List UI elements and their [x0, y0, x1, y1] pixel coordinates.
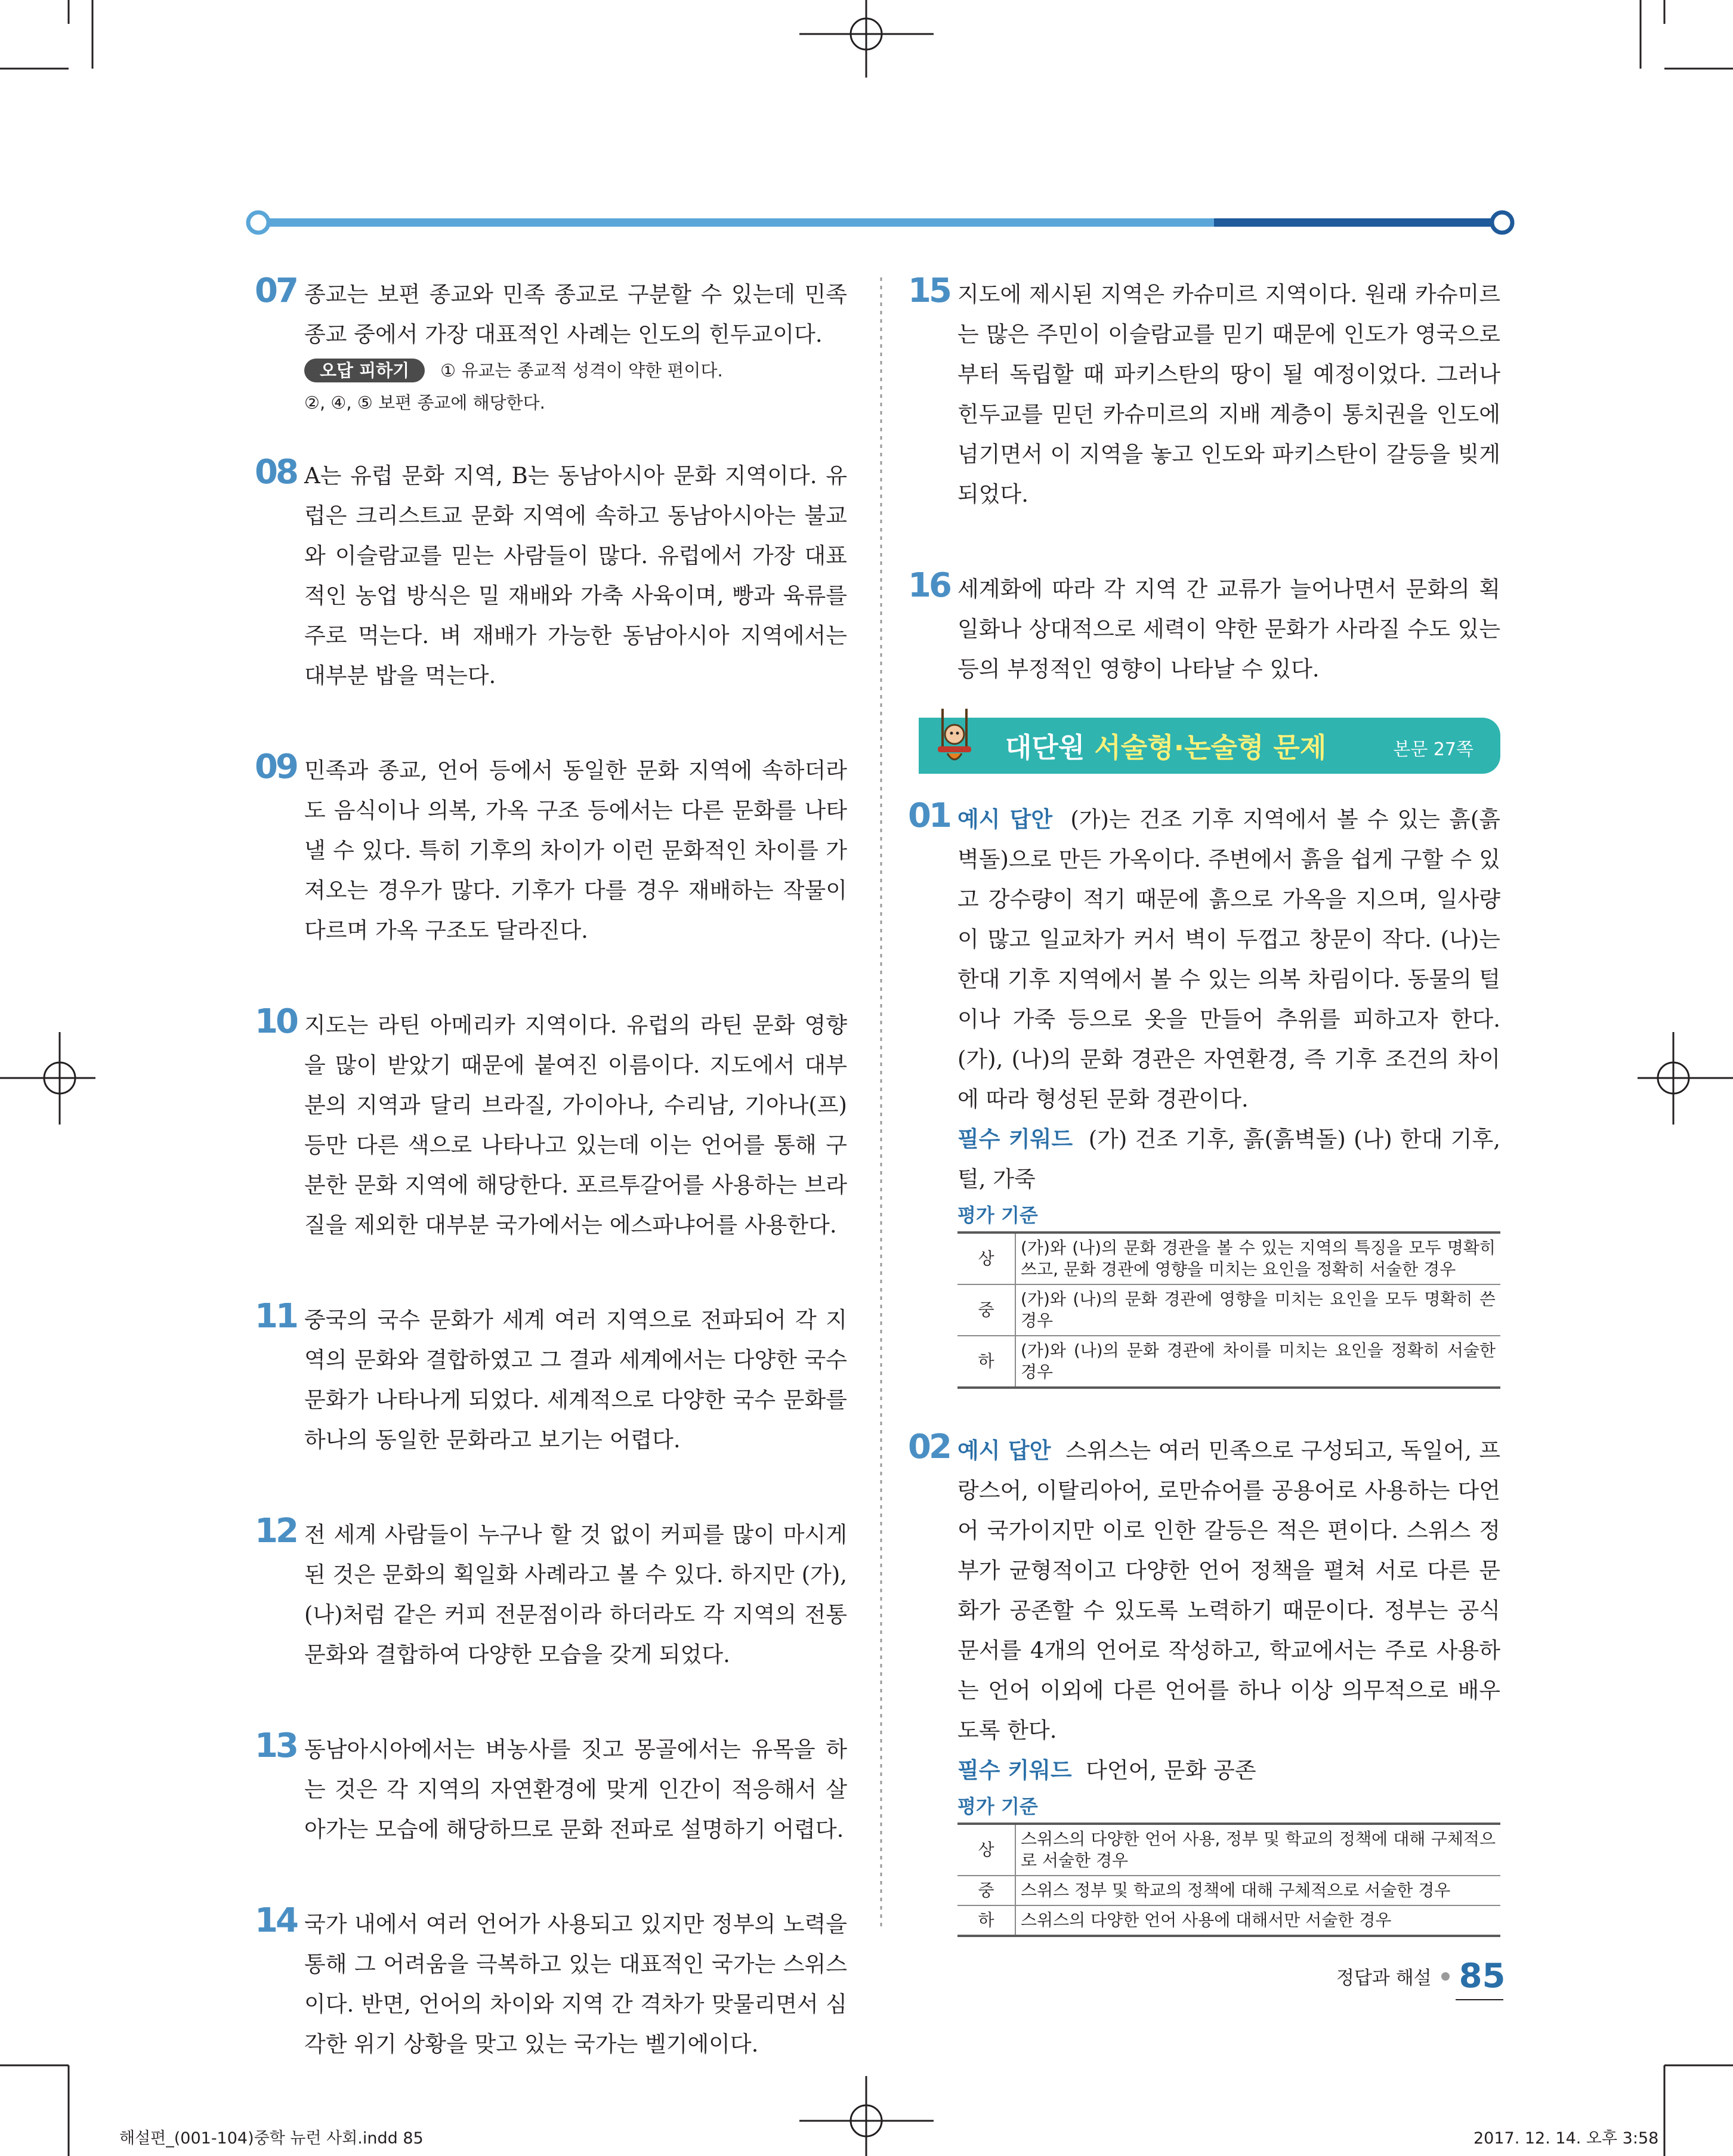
- question-number: 09: [255, 748, 296, 786]
- question-number: 15: [908, 271, 950, 310]
- criteria-level: 중: [957, 1284, 1015, 1336]
- table-row: [957, 1905, 1500, 1936]
- question-number: 02: [908, 1428, 950, 1466]
- answer-label: 예시 답안: [957, 807, 1053, 832]
- criteria-level: 하: [957, 1336, 1015, 1388]
- keyword-label: 필수 키워드: [957, 1126, 1073, 1152]
- question-text: 동남아시아에서는 벼농사를 짓고 몽골에서는 유목을 하는 것은 각 지역의 자연환경에 맞게 인간이 적응해서 살아가는 모습에 해당하므로 문화 전파로 설명하기 어렵다.: [304, 1737, 847, 1842]
- essay-keywords: [957, 1119, 1500, 1199]
- criteria-label: 평가 기준: [957, 1795, 1038, 1818]
- question-11: [255, 1297, 847, 1460]
- question-09: [257, 750, 847, 950]
- table-row: [957, 1824, 1500, 1876]
- question-text: 지도에 제시된 지역은 카슈미르 지역이다. 원래 카슈미르는 많은 주민이 이슬람교를 믿기 때문에 인도가 영국으로부터 독립할 때 파키스탄의 땅이 될 예정이었다. 그러나 힌두교를 믿던 카슈미르의 지배 계층이 통치권을 인도에 넘기면서 이 지역을 놓고 인도와 파키스탄이 갈등을 빚게 되었다.: [957, 282, 1500, 507]
- question-08: [255, 453, 847, 696]
- question-number: 11: [255, 1297, 296, 1336]
- question-text: 민족과 종교, 언어 등에서 동일한 문화 지역에 속하더라도 음식이나 의복, 가옥 구조 등에서는 다른 문화를 나타낼 수 있다. 특히 기후의 차이가 이런 문화적인 차이를 가져오는 경우가 많다. 기후가 다를 경우 재배하는 작물이 다르며 가옥 구조도 달라진다.: [304, 758, 847, 943]
- criteria-level: 하: [957, 1905, 1015, 1936]
- essay-section: [908, 796, 1500, 1937]
- footer-section: 정답과 해설: [1336, 1967, 1432, 1989]
- criteria-label: 평가 기준: [957, 1204, 1038, 1227]
- table-row: [957, 1336, 1500, 1388]
- question-10: [255, 1002, 847, 1245]
- question-number: 10: [255, 1002, 296, 1041]
- answer-label: 예시 답안: [957, 1438, 1051, 1463]
- banner-page-ref: 본문 27쪽: [1393, 739, 1473, 760]
- banner-title-b: 서술형·논술형 문제: [1094, 731, 1327, 764]
- slug-file: 해설편_(001-104)중학 뉴런 사회.indd 85: [119, 2129, 424, 2148]
- keyword-label: 필수 키워드: [957, 1757, 1072, 1783]
- criteria-desc: 스위스의 다양한 언어 사용, 정부 및 학교의 정책에 대해 구체적으로 서술한 경우: [1015, 1824, 1500, 1876]
- wrong-answer-line-2: ②, ④, ⑤ 보편 종교에 해당한다.: [304, 393, 545, 413]
- criteria-level: 중: [957, 1876, 1015, 1905]
- essay-01: [908, 796, 1500, 1389]
- slug-date: 2017. 12. 14. 오후 3:58: [1473, 2129, 1659, 2148]
- answer-text: 스위스는 여러 민족으로 구성되고, 독일어, 프랑스어, 이탈리아어, 로만슈어를 공용어로 사용하는 다언어 국가이지만 이로 인한 갈등은 적은 편이다. 스위스 정부가 균형적이고 다양한 언어 정책을 펼쳐 서로 다른 문화가 공존할 수 있도록 노력하기 때문이다. 정부는 공식 문서를 4개의 언어로 작성하고, 학교에서는 주로 사용하는 언어 이외에 다른 언어를 하나 이상 의무적으로 배우도록 한다.: [957, 1438, 1500, 1743]
- essay-keywords: [957, 1750, 1500, 1790]
- question-13: [255, 1726, 847, 1849]
- criteria-desc: (가)와 (나)의 문화 경관을 볼 수 있는 지역의 특징을 모두 명확히 쓰고, 문화 경관에 영향을 미치는 요인을 정확히 서술한 경우: [1015, 1233, 1500, 1284]
- criteria-desc: (가)와 (나)의 문화 경관에 영향을 미치는 요인을 모두 명확히 쓴 경우: [1015, 1284, 1500, 1336]
- question-07: [255, 271, 847, 419]
- essay-answer: [957, 799, 1500, 1119]
- question-number: 08: [255, 453, 296, 492]
- question-text: A는 유럽 문화 지역, B는 동남아시아 문화 지역이다. 유럽은 크리스트교 문화 지역에 속하고 동남아시아는 불교와 이슬람교를 믿는 사람들이 많다. 유럽에서 가장 대표적인 농업 방식은 밀 재배와 가축 사육이며, 빵과 육류를 주로 먹는다. 벼 재배가 가능한 동남아시아 지역에서는 대부분 밥을 먹는다.: [304, 463, 847, 688]
- question-text: 세계화에 따라 각 지역 간 교류가 늘어나면서 문화의 획일화나 상대적으로 세력이 약한 문화가 사라질 수도 있는 등의 부정적인 영향이 나타날 수 있다.: [957, 576, 1500, 682]
- answer-text: (가)는 건조 기후 지역에서 볼 수 있는 흙(흙벽돌)으로 만든 가옥이다. 주변에서 흙을 쉽게 구할 수 있고 강수량이 적기 때문에 흙으로 가옥을 지으며, 일사량이 많고 일교차가 커서 벽이 두껍고 창문이 작다. (나)는 한대 기후 지역에서 볼 수 있는 의복 차림이다. 동물의 털이나 가죽 등으로 옷을 만들어 추위를 피하고자 한다. (가), (나)의 문화 경관은 자연환경, 즉 기후 조건의 차이에 따라 형성된 문화 경관이다.: [957, 807, 1500, 1112]
- criteria-table: [957, 1823, 1500, 1937]
- essay-answer: [957, 1431, 1500, 1750]
- question-number: 13: [255, 1726, 296, 1765]
- question-text: 국가 내에서 여러 언어가 사용되고 있지만 정부의 노력을 통해 그 어려움을 극복하고 있는 대표적인 국가는 스위스이다. 반면, 언어의 차이와 지역 간 격차가 맞물리면서 심각한 위기 상황을 맞고 있는 국가는 벨기에이다.: [304, 1911, 847, 2057]
- page-footer: [1336, 1957, 1506, 1996]
- question-number: 01: [908, 796, 950, 835]
- left-column: [255, 271, 847, 2064]
- essay-02: [908, 1428, 1500, 1937]
- criteria-level: 상: [957, 1233, 1015, 1284]
- wrong-answer-note: [304, 354, 847, 419]
- question-text: 중국의 국수 문화가 세계 여러 지역으로 전파되어 각 지역의 문화와 결합하였고 그 결과 세계에서는 다양한 국수 문화가 나타나게 되었다. 세계적으로 다양한 국수 문화를 하나의 동일한 문화라고 보기는 어렵다.: [304, 1307, 847, 1453]
- table-row: [957, 1233, 1500, 1284]
- question-number: 12: [255, 1512, 296, 1550]
- criteria-table: [957, 1231, 1500, 1389]
- question-number: 14: [255, 1901, 296, 1940]
- question-number: 07: [255, 271, 296, 310]
- wrong-answer-badge: 오답 피하기: [304, 359, 425, 382]
- criteria-level: 상: [957, 1824, 1015, 1876]
- mascot-swing-icon: [919, 706, 984, 771]
- table-row: [957, 1284, 1500, 1336]
- right-column: [908, 271, 1500, 689]
- wrong-answer-line-1: ① 유교는 종교적 성격이 약한 편이다.: [440, 360, 723, 381]
- question-16: [908, 566, 1500, 689]
- question-number: 16: [908, 566, 950, 605]
- criteria-desc: 스위스 정부 및 학교의 정책에 대해 구체적으로 서술한 경우: [1015, 1876, 1500, 1905]
- question-14: [255, 1901, 847, 2064]
- question-15: [908, 271, 1500, 514]
- keyword-text: (가) 건조 기후, 흙(흙벽돌) (나) 한대 기후, 털, 가죽: [957, 1126, 1500, 1192]
- table-row: [957, 1876, 1500, 1905]
- criteria-desc: (가)와 (나)의 문화 경관에 차이를 미치는 요인을 정확히 서술한 경우: [1015, 1336, 1500, 1388]
- banner-title: [1005, 726, 1326, 765]
- question-text: 지도는 라틴 아메리카 지역이다. 유럽의 라틴 문화 영향을 많이 받았기 때문에 붙여진 이름이다. 지도에서 대부분의 지역과 달리 브라질, 가이아나, 수리남, 기아나(프) 등만 다른 색으로 나타나고 있는데 이는 언어를 통해 구분한 문화 지역에 해당한다. 포르투갈어를 사용하는 브라질을 제외한 대부분 국가에서는 에스파냐어를 사용한다.: [304, 1012, 847, 1238]
- criteria-desc: 스위스의 다양한 언어 사용에 대해서만 서술한 경우: [1015, 1905, 1500, 1936]
- keyword-text: 다언어, 문화 공존: [1086, 1757, 1256, 1783]
- unit-essay-banner: [919, 718, 1500, 774]
- bullet-icon: [1441, 1972, 1450, 1981]
- question-text: 종교는 보편 종교와 민족 종교로 구분할 수 있는데 민족 종교 중에서 가장 대표적인 사례는 인도의 힌두교이다.: [304, 282, 847, 347]
- question-text: 전 세계 사람들이 누구나 할 것 없이 커피를 많이 마시게 된 것은 문화의 획일화 사례라고 볼 수 있다. 하지만 (가), (나)처럼 같은 커피 전문점이라 하더라도 각 지역의 전통문화와 결합하여 다양한 모습을 갖게 되었다.: [304, 1522, 847, 1667]
- banner-title-a: 대단원: [1005, 731, 1095, 764]
- page-number: 85: [1459, 1957, 1506, 1996]
- question-12: [255, 1512, 847, 1675]
